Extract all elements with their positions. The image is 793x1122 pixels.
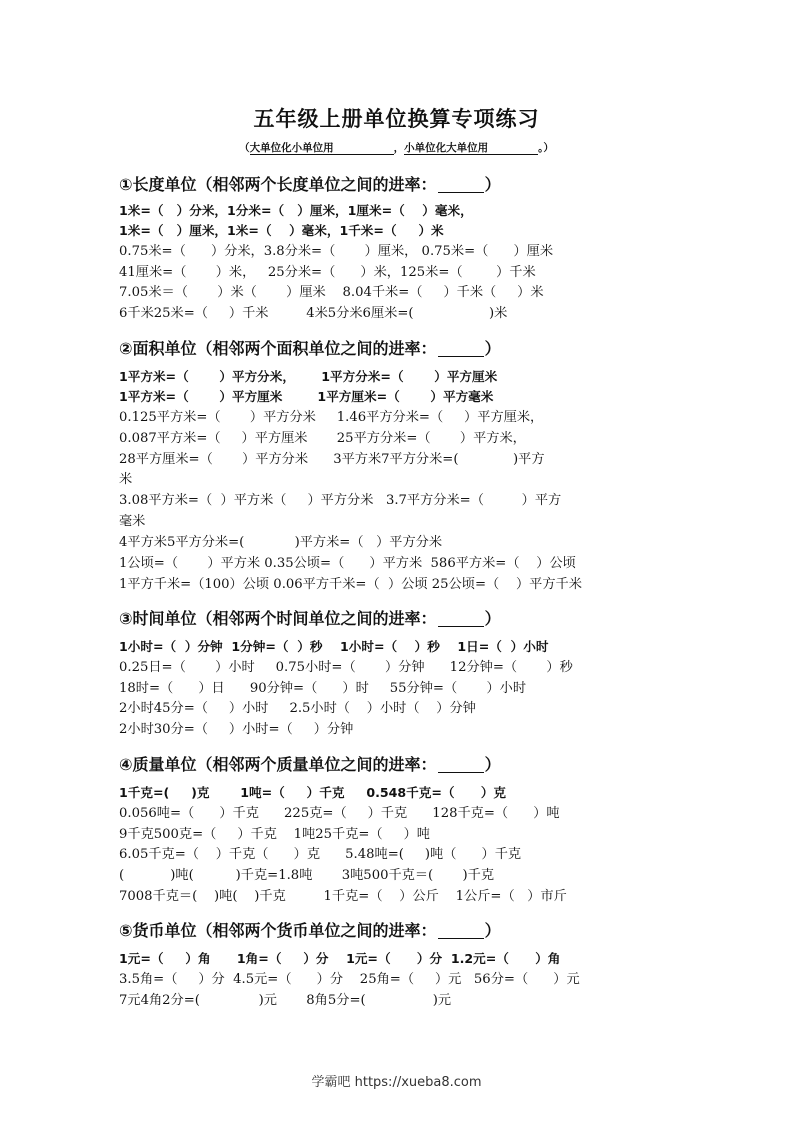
exercise-line: 1平方千米=（100）公顷 0.06平方千米=（ ）公顷 25公顷=（ ）平方千米 [119,577,582,592]
exercise-line: 0.056吨=（ ）千克 225克=（ ）千克 128千克=（ ）吨 [119,806,560,821]
exercise-line: 3.5角=（ ）分 4.5元=（ ）分 25角=（ ）元 56分=（ ）元 [119,972,580,987]
exercise-line: 1米=（ ）厘米，1米=（ ）毫米，1千米=（ ）米 [119,223,444,238]
exercise-line: 18时=（ ）日 90分钟=（ ）时 55分钟=（ ）小时 [119,681,527,696]
answer-blank[interactable] [438,924,484,939]
exercise-line: 毫米 [119,514,146,529]
subtitle-part2 [404,142,538,155]
exercise-line: 4平方米5平方分米=( )平方米=（ ）平方分米 [119,535,443,550]
section-heading-mass [119,752,501,775]
heading-text: ③时间单位（相邻两个时间单位之间的进率： [119,609,437,628]
subtitle-comma: ， [393,142,405,154]
exercise-line: 7.05米＝（ ）米（ ）厘米 8.04千米=（ ）千米（ ）米 [119,285,544,300]
section-heading-length [119,172,501,195]
exercise-line: 3.08平方米=（ ）平方米（ ）平方分米 3.7平方分米=（ ）平方 [119,493,562,508]
heading-text: ④质量单位（相邻两个质量单位之间的进率： [119,755,437,774]
exercise-line: 7元4角2分=( )元 8角5分=( )元 [119,993,452,1008]
heading-end: ） [484,755,501,774]
exercise-line: 6.05千克=（ ）千克（ ）克 5.48吨=( )吨（ ）千克 [119,847,522,862]
footer-watermark: 学霸吧 https://xueba8.com [311,1075,482,1090]
exercise-line: 0.087平方米=（ ）平方厘米 25平方分米=（ ）平方米， [119,431,526,446]
exercise-line: 1千克=( )克 1吨=（ ）千克 0.548千克=（ ）克 [119,785,507,800]
exercise-line: 41厘米=（ ）米， 25分米=（ ）米，125米=（ ）千米 [119,265,536,280]
subtitle-part1 [250,142,394,155]
answer-blank[interactable] [438,758,484,773]
subtitle-close: 。） [538,142,554,154]
exercise-line: 1元=（ ）角 1角=（ ）分 1元=（ ）分 1.2元=（ ）角 [119,951,561,966]
exercise-line: 2小时45分=（ ）小时 2.5小时（ ）小时（ ）分钟 [119,701,476,716]
heading-end: ） [484,609,501,628]
exercise-line: 米 [119,472,133,487]
heading-text: ①长度单位（相邻两个长度单位之间的进率： [119,175,437,194]
page-title: 五年级上册单位换算专项练习 [253,107,540,131]
answer-blank[interactable] [438,612,484,627]
heading-end: ） [484,921,501,940]
exercise-line: 7008千克＝( )吨( )千克 1千克=（ ）公斤 1公斤=（ ）市斤 [119,889,567,904]
exercise-line: 28平方厘米=（ ）平方分米 3平方米7平方分米=( )平方 [119,452,545,467]
section-heading-area [119,336,501,359]
exercise-line: 6千米25米=（ ）千米 4米5分米6厘米=( )米 [119,306,508,321]
subtitle-part1-text: 大单位化小单位用 [249,142,334,154]
exercise-line: 9千克500克=（ ）千克 1吨25千克=（ ）吨 [119,827,430,842]
exercise-line: 1平方米=（ ）平方分米， 1平方分米=（ ）平方厘米 [119,369,498,384]
heading-end: ） [484,175,501,194]
exercise-line: 0.25日=（ ）小时 0.75小时=（ ）分钟 12分钟=（ ）秒 [119,660,573,675]
exercise-line: 1米=（ ）分米，1分米=（ ）厘米，1厘米=（ ）毫米， [119,203,473,218]
exercise-line: 1平方米=（ ）平方厘米 1平方厘米=（ ）平方毫米 [119,389,494,404]
exercise-line: 2小时30分=（ ）小时=（ ）分钟 [119,722,354,737]
section-heading-currency [119,918,501,941]
exercise-line: 1小时=（ ）分钟 1分钟=（ ）秒 1小时=（ ）秒 1日=（ ）小时 [119,639,549,654]
heading-end: ） [484,339,501,358]
exercise-line: 0.75米=（ ）分米，3.8分米=（ ）厘米， 0.75米=（ ）厘米 [119,244,554,259]
heading-text: ②面积单位（相邻两个面积单位之间的进率： [119,339,437,358]
exercise-line: 0.125平方米=（ ）平方分米 1.46平方分米=（ ）平方厘米， [119,410,544,425]
page-subtitle [0,140,793,155]
subtitle-part2-text: 小单位化大单位用 [404,142,489,154]
subtitle-open: （ [239,142,250,154]
exercise-line: 1公顷=（ ）平方米 0.35公顷=（ ）平方米 586平方米=（ ）公顷 [119,556,576,571]
exercise-line: ( )吨( )千克=1.8吨 3吨500千克＝( )千克 [119,868,495,883]
answer-blank[interactable] [438,342,484,357]
answer-blank[interactable] [438,178,484,193]
heading-text: ⑤货币单位（相邻两个货币单位之间的进率： [119,921,437,940]
section-heading-time [119,606,501,629]
